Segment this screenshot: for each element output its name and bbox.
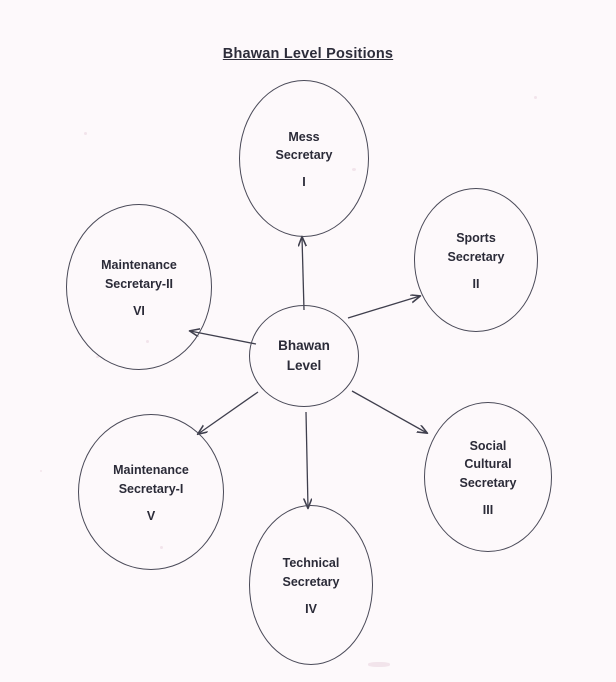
node-label-line: Secretary: [282, 574, 340, 589]
node-maintenance-secretary-ii[interactable]: [66, 204, 212, 370]
node-label-line: Sports: [456, 231, 496, 246]
node-roman-numeral: IV: [305, 601, 317, 616]
node-label-line: Bhawan: [278, 338, 330, 354]
node-label-line: Secretary-II: [104, 276, 174, 291]
node-social-cultural-secretary[interactable]: [424, 402, 552, 552]
node-label-line: Secretary: [447, 249, 505, 264]
node-label-line: Technical: [282, 556, 340, 571]
node-label-line: Mess: [288, 129, 320, 144]
node-label-line: Secretary: [459, 475, 517, 490]
node-label-line: Maintenance: [101, 258, 177, 273]
node-label-line: Secretary: [275, 148, 333, 162]
diagram-title: Bhawan Level Positions: [222, 46, 394, 62]
node-roman-numeral: V: [146, 508, 156, 523]
node-roman-numeral: III: [482, 502, 494, 517]
node-label-line: Social: [469, 439, 507, 454]
node-label-line: Level: [286, 358, 322, 373]
node-sports-secretary[interactable]: [414, 188, 538, 332]
node-bhawan-level[interactable]: [249, 305, 359, 407]
node-label-line: Cultural: [464, 457, 512, 472]
node-maintenance-secretary-i[interactable]: [78, 414, 224, 570]
node-roman-numeral: VI: [133, 303, 145, 318]
node-label-line: Secretary-I: [118, 481, 184, 496]
node-roman-numeral: I: [302, 175, 306, 190]
node-label-line: Maintenance: [113, 463, 189, 478]
node-mess-secretary[interactable]: [239, 80, 369, 237]
node-roman-numeral: II: [472, 276, 480, 291]
node-technical-secretary[interactable]: [249, 505, 373, 665]
